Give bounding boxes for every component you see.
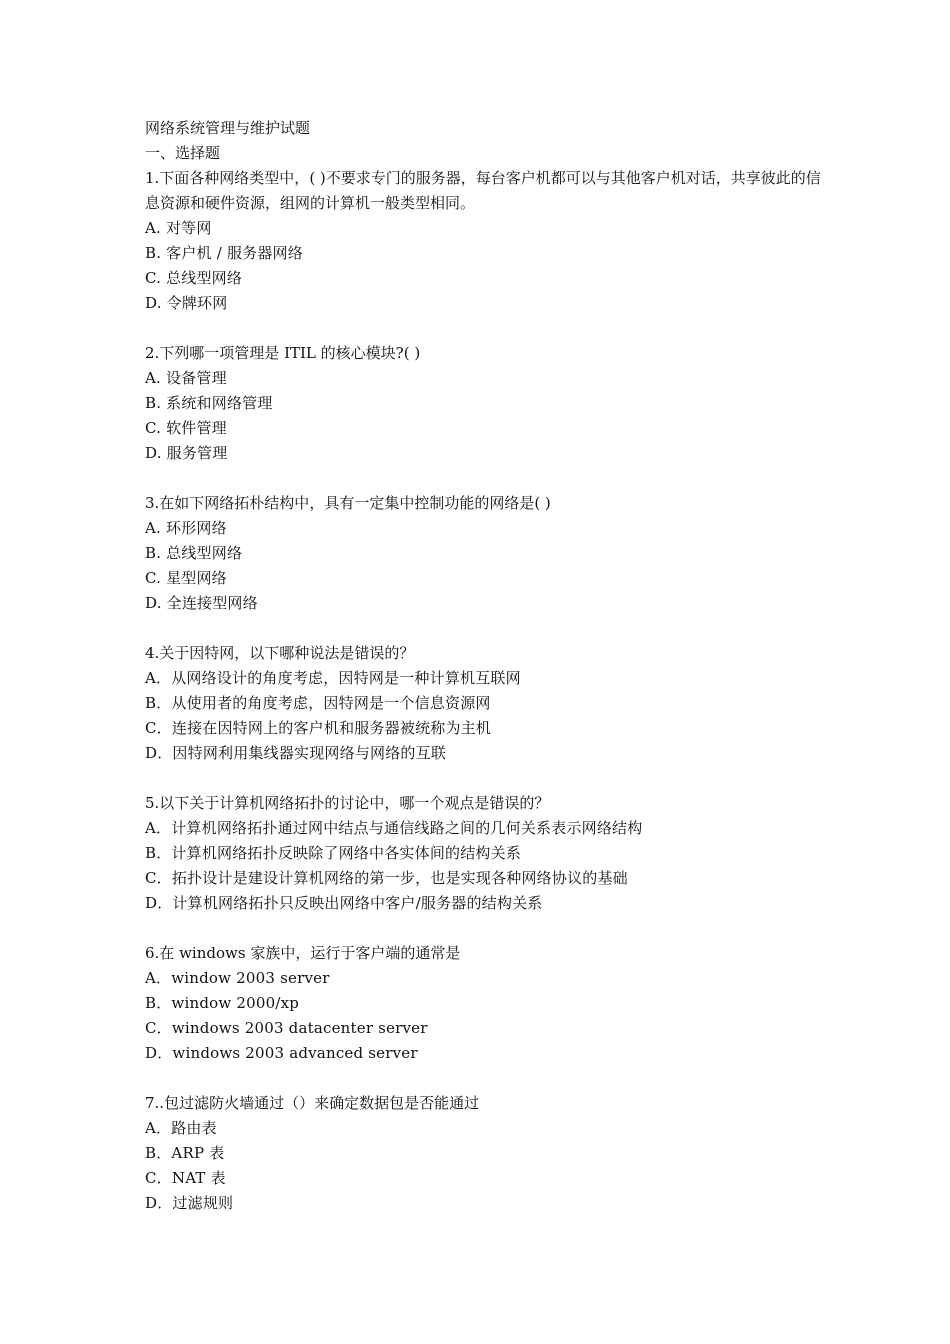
option-b: B．计算机网络拓扑反映除了网络中各实体间的结构关系 <box>145 844 522 862</box>
option-a: A．路由表 <box>145 1119 217 1137</box>
question-stem: 7..包过滤防火墙通过（）来确定数据包是否能通过 <box>145 1094 480 1112</box>
option-b: B. 客户机 / 服务器网络 <box>145 244 303 262</box>
option-c: C. 星型网络 <box>145 569 227 587</box>
option-d: D．windows 2003 advanced server <box>145 1044 418 1062</box>
question-2 <box>145 341 825 466</box>
option-d: D．过滤规则 <box>145 1194 234 1212</box>
question-stem: 2.下列哪一项管理是 ITIL 的核心模块?( ) <box>145 344 421 362</box>
option-d: D. 全连接型网络 <box>145 594 258 612</box>
option-c: C．NAT 表 <box>145 1169 226 1187</box>
option-a: A．window 2003 server <box>145 969 330 987</box>
option-a: A．从网络设计的角度考虑，因特网是一种计算机互联网 <box>145 669 521 687</box>
question-stem: 6.在 windows 家族中，运行于客户端的通常是 <box>145 944 461 962</box>
document-title: 网络系统管理与维护试题 <box>145 119 311 137</box>
question-3 <box>145 491 825 616</box>
option-c: C．连接在因特网上的客户机和服务器被统称为主机 <box>145 719 492 737</box>
question-7 <box>145 1091 825 1216</box>
option-c: C．拓扑设计是建设计算机网络的第一步，也是实现各种网络协议的基础 <box>145 869 628 887</box>
option-d: D．计算机网络拓扑只反映出网络中客户/服务器的结构关系 <box>145 894 543 912</box>
option-d: D. 服务管理 <box>145 444 228 462</box>
option-b: B．ARP 表 <box>145 1144 225 1162</box>
option-c: C. 软件管理 <box>145 419 227 437</box>
question-stem: 3.在如下网络拓朴结构中，具有一定集中控制功能的网络是( ) <box>145 494 551 512</box>
question-5 <box>145 791 825 916</box>
option-b: B. 系统和网络管理 <box>145 394 273 412</box>
option-a: A. 设备管理 <box>145 369 227 387</box>
option-d: D. 令牌环网 <box>145 294 228 312</box>
option-c: C. 总线型网络 <box>145 269 243 287</box>
question-1 <box>145 166 825 316</box>
option-a: A. 环形网络 <box>145 519 227 537</box>
section-heading: 一、选择题 <box>145 144 221 162</box>
option-b: B. 总线型网络 <box>145 544 243 562</box>
question-6 <box>145 941 825 1066</box>
option-b: B．从使用者的角度考虑，因特网是一个信息资源网 <box>145 694 491 712</box>
question-4 <box>145 641 825 766</box>
option-d: D．因特网利用集线器实现网络与网络的互联 <box>145 744 447 762</box>
question-stem: 5.以下关于计算机网络拓扑的讨论中，哪一个观点是错误的？ <box>145 794 550 812</box>
question-stem: 4.关于因特网，以下哪种说法是错误的？ <box>145 644 415 662</box>
option-a: A．计算机网络拓扑通过网中结点与通信线路之间的几何关系表示网络结构 <box>145 819 643 837</box>
option-a: A. 对等网 <box>145 219 212 237</box>
document-page <box>145 116 825 1241</box>
option-c: C．windows 2003 datacenter server <box>145 1019 428 1037</box>
option-b: B．window 2000/xp <box>145 994 300 1012</box>
question-stem: 1.下面各种网络类型中，( )不要求专门的服务器，每台客户机都可以与其他客户机对话，共享彼此的信息资源和硬件资源，组网的计算机一般类型相同。 <box>145 169 821 212</box>
